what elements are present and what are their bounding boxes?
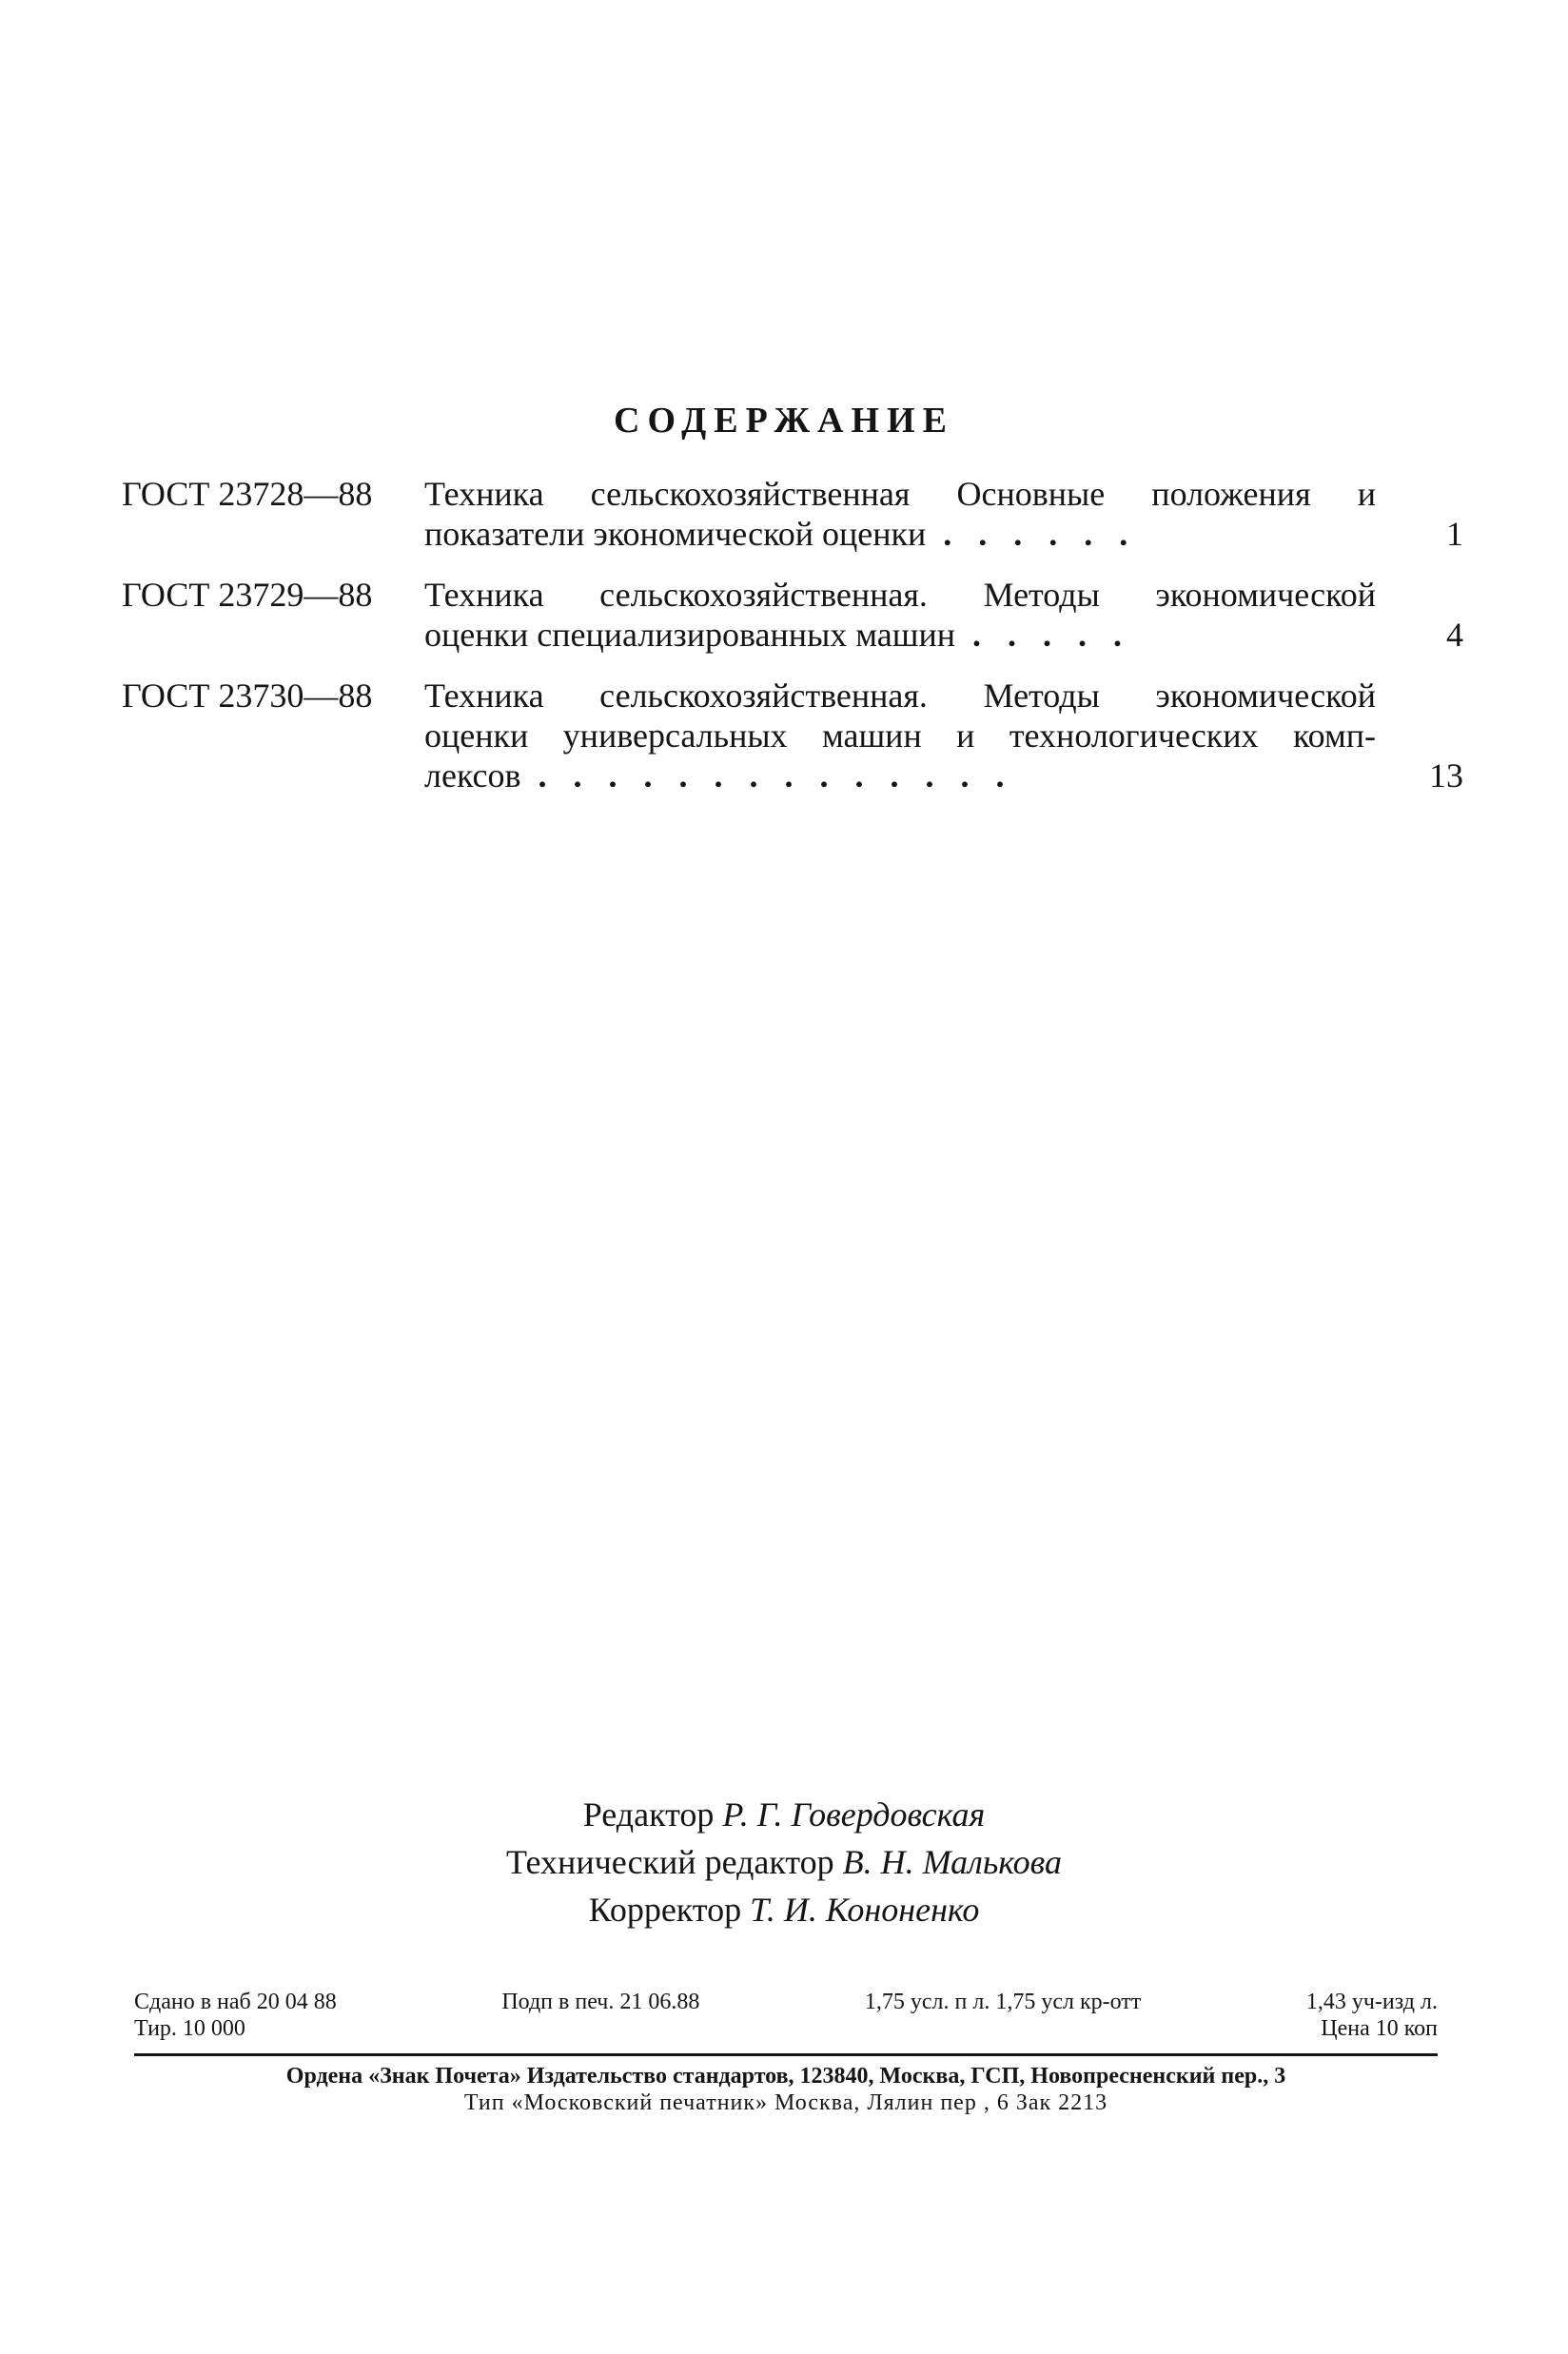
toc-entry-line: Техника сельскохозяйственная. Методы экономической bbox=[424, 576, 1376, 614]
credit-name: В. Н. Малькова bbox=[842, 1843, 1063, 1881]
toc-entry-code: ГОСТ 23729—88 bbox=[122, 576, 373, 614]
credit-label: Редактор bbox=[582, 1795, 715, 1834]
credit-tech-editor bbox=[0, 1838, 1568, 1886]
toc-entry-last-line bbox=[424, 514, 1463, 554]
imprint-submitted: Сдано в наб 20 04 88 bbox=[134, 1990, 337, 2014]
toc-dot-leader: ...... bbox=[943, 515, 1155, 553]
credit-name: Т. И. Кононенко bbox=[750, 1891, 980, 1929]
imprint-details bbox=[134, 1989, 1438, 2042]
imprint-print-run: Тир. 10 000 bbox=[134, 2016, 245, 2041]
toc-entry-code: ГОСТ 23728—88 bbox=[122, 475, 373, 513]
toc-entry-line: оценки универсальных машин и технологических комп- bbox=[424, 716, 1376, 755]
credit-editor bbox=[0, 1791, 1568, 1838]
toc-entry-line: Техника сельскохозяйственная Основные положения и bbox=[424, 475, 1376, 513]
imprint-row bbox=[134, 2015, 1438, 2042]
toc-entry-title bbox=[424, 676, 1463, 795]
toc-entry-last-line bbox=[424, 615, 1463, 655]
toc-entry-line-end: показатели экономической оценки bbox=[424, 515, 927, 553]
imprint-price: Цена 10 коп bbox=[1321, 2016, 1438, 2041]
credit-name: Р. Г. Говердовская bbox=[722, 1795, 986, 1834]
toc-entry-line-end: лексов bbox=[424, 756, 521, 794]
imprint-printer: Тип «Московский печатник» Москва, Лялин пер , 6 Зак 2213 bbox=[463, 2090, 1108, 2115]
credit-label: Корректор bbox=[588, 1891, 742, 1929]
toc-entry-last-line bbox=[424, 755, 1463, 795]
toc-heading: СОДЕРЖАНИЕ bbox=[614, 401, 954, 441]
imprint-pub-sheets: 1,43 уч-изд л. bbox=[1305, 1990, 1438, 2014]
toc-page-number: 13 bbox=[1429, 756, 1463, 794]
imprint-divider bbox=[134, 2053, 1438, 2056]
imprint-signed: Подп в печ. 21 06.88 bbox=[501, 1990, 700, 2014]
toc-entry-line-end: оценки специализированных машин bbox=[424, 616, 956, 654]
imprint-row bbox=[134, 1989, 1438, 2015]
imprint-publisher: Ордена «Знак Почета» Издательство стандартов, 123840, Москва, ГСП, Новопресненский пер., 3 bbox=[285, 2064, 1286, 2089]
toc-page-number: 4 bbox=[1446, 616, 1463, 654]
imprint-sheets: 1,75 усл. п л. 1,75 усл кр-отт bbox=[864, 1990, 1142, 2014]
toc-entry-title bbox=[424, 474, 1463, 554]
credit-label: Технический редактор bbox=[505, 1843, 834, 1881]
toc-page-number: 1 bbox=[1446, 515, 1463, 553]
toc-entry-title bbox=[424, 575, 1463, 655]
toc-dot-leader: .............. bbox=[538, 756, 1031, 794]
toc-dot-leader: ..... bbox=[972, 616, 1149, 654]
toc-entry-line: Техника сельскохозяйственная. Методы экономической bbox=[424, 677, 1376, 715]
toc-entry-code: ГОСТ 23730—88 bbox=[122, 677, 373, 715]
editorial-credits bbox=[0, 1791, 1568, 1933]
credit-corrector bbox=[0, 1886, 1568, 1933]
